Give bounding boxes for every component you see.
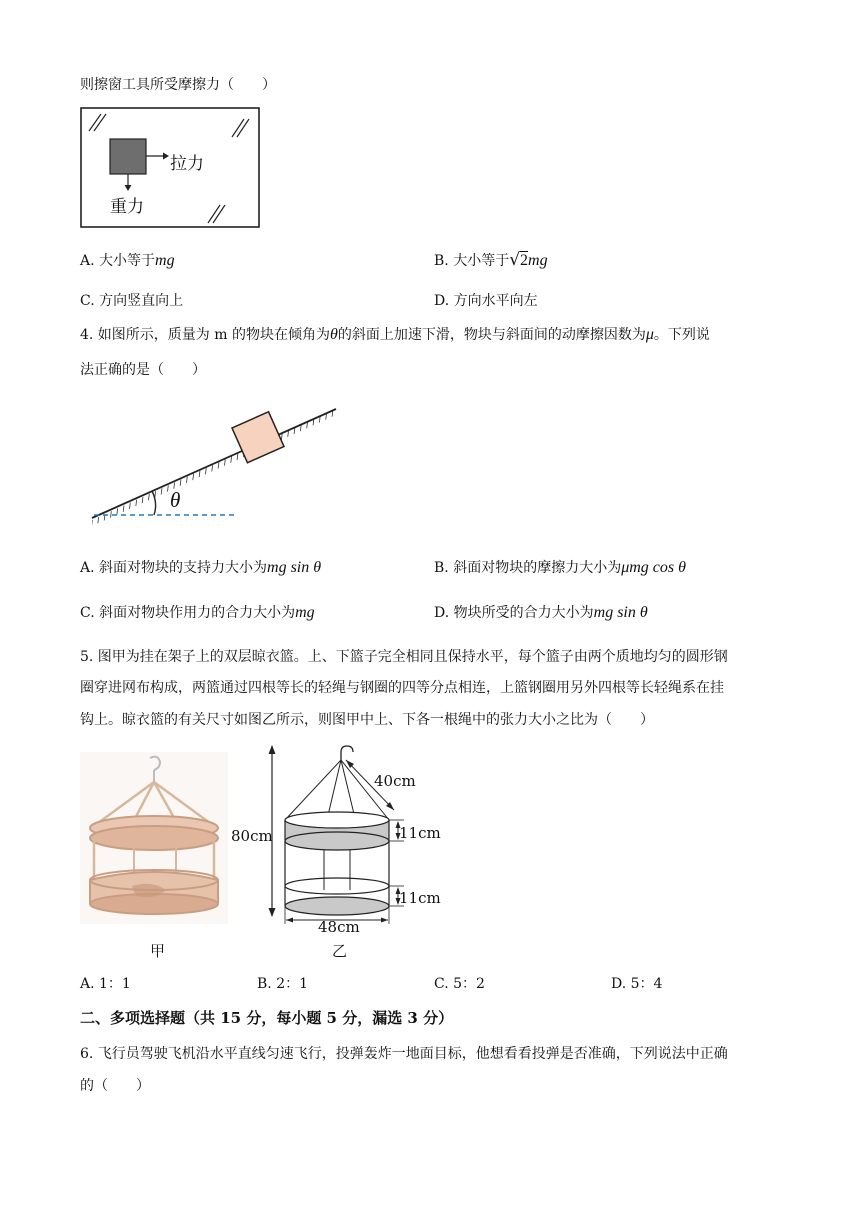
q6-stem-line1: 6. 飞行员驾驶飞机沿水平直线匀速飞行，投弹轰炸一地面目标，他想看看投弹是否准确，下列说法中正确 [80, 1046, 728, 1062]
gravity-force-label: 重力 [110, 197, 144, 217]
q4-option-b [434, 557, 686, 577]
q4-stem-line2: 法正确的是（ ） [80, 362, 206, 378]
q5-stem-line3: 钩上。晾衣篮的有关尺寸如图乙所示，则图甲中上、下各一根绳中的张力大小之比为（ ） [80, 712, 654, 728]
basket-dimension-diagram [228, 740, 468, 940]
incline-angle-label: θ [170, 488, 181, 512]
q4-stem-line1 [80, 324, 710, 344]
q3-option-d: D. 方向水平向左 [434, 293, 538, 309]
option-b-sqrt: 2 [520, 252, 529, 269]
q5-stem-line1: 5. 图甲为挂在架子上的双层晾衣篮。上、下篮子完全相同且保持水平，每个篮子由两个质地均匀的圆形钢 [80, 649, 728, 665]
option-c-text: C. 斜面对物块作用力的合力大小为 [80, 605, 296, 621]
option-d-math: mg sin θ [593, 604, 648, 621]
sqrt-sign-icon: √ [509, 250, 521, 270]
q3-option-a [80, 250, 175, 270]
incline-diagram [88, 400, 344, 525]
lower-height-11cm-label: 11cm [399, 889, 441, 907]
q3-stem: 则擦窗工具所受摩擦力（ ） [80, 77, 276, 93]
incline-surface [92, 409, 336, 518]
q5-option-d: D. 5：4 [611, 976, 663, 992]
option-b-math: μmg cos θ [621, 559, 686, 576]
rope-40cm-label: 40cm [374, 772, 416, 790]
q4-stem-post: 。下列说 [653, 327, 710, 343]
q4-theta: θ [329, 326, 338, 343]
height-80cm-label: 80cm [231, 827, 273, 845]
option-c-math: mg [295, 604, 315, 621]
q4-stem-pre: 4. 如图所示，质量为 m 的物块在倾角为 [80, 327, 330, 343]
q4-option-d [434, 602, 648, 622]
width-48cm-label: 48cm [318, 918, 360, 936]
q4-option-c [80, 602, 315, 622]
q5-stem-line2: 圈穿进网布构成，两篮通过四根等长的轻绳与钢圈的四等分点相连，上篮钢圈用另外四根等长轻绳系在挂 [80, 680, 724, 696]
section-heading: 二、多项选择题（共 15 分，每小题 5 分，漏选 3 分） [80, 1009, 454, 1027]
pull-force-label: 拉力 [170, 154, 204, 174]
option-a-text: A. 大小等于 [80, 253, 156, 269]
option-b-math: mg [528, 252, 548, 269]
drying-basket-photo [80, 752, 228, 924]
q3-option-b [434, 250, 548, 270]
q3-option-c: C. 方向竖直向上 [80, 293, 184, 309]
q4-stem-mid: 的斜面上加速下滑，物块与斜面间的动摩擦因数为 [337, 327, 646, 343]
option-d-text: D. 物块所受的合力大小为 [434, 605, 594, 621]
option-a-math: mg sin θ [267, 559, 322, 576]
q4-mu: μ [645, 326, 654, 343]
cleaning-tool-block [110, 139, 146, 174]
q6-stem-line2: 的（ ） [80, 1078, 150, 1094]
q5-option-c: C. 5：2 [434, 976, 485, 992]
option-b-text: B. 大小等于 [434, 253, 510, 269]
option-a-text: A. 斜面对物块的支持力大小为 [80, 560, 268, 576]
q4-option-a [80, 557, 321, 577]
option-a-math: mg [155, 252, 175, 269]
block-on-incline [232, 412, 284, 463]
q5-option-a: A. 1：1 [80, 976, 131, 992]
q3-figure [80, 107, 262, 230]
figure-label-yi: 乙 [332, 942, 348, 960]
q5-option-b: B. 2：1 [257, 976, 309, 992]
q4-figure [88, 400, 344, 525]
option-b-text: B. 斜面对物块的摩擦力大小为 [434, 560, 622, 576]
figure-label-jia: 甲 [150, 942, 166, 960]
drying-basket-illustration [80, 752, 228, 924]
upper-height-11cm-label: 11cm [399, 824, 441, 842]
